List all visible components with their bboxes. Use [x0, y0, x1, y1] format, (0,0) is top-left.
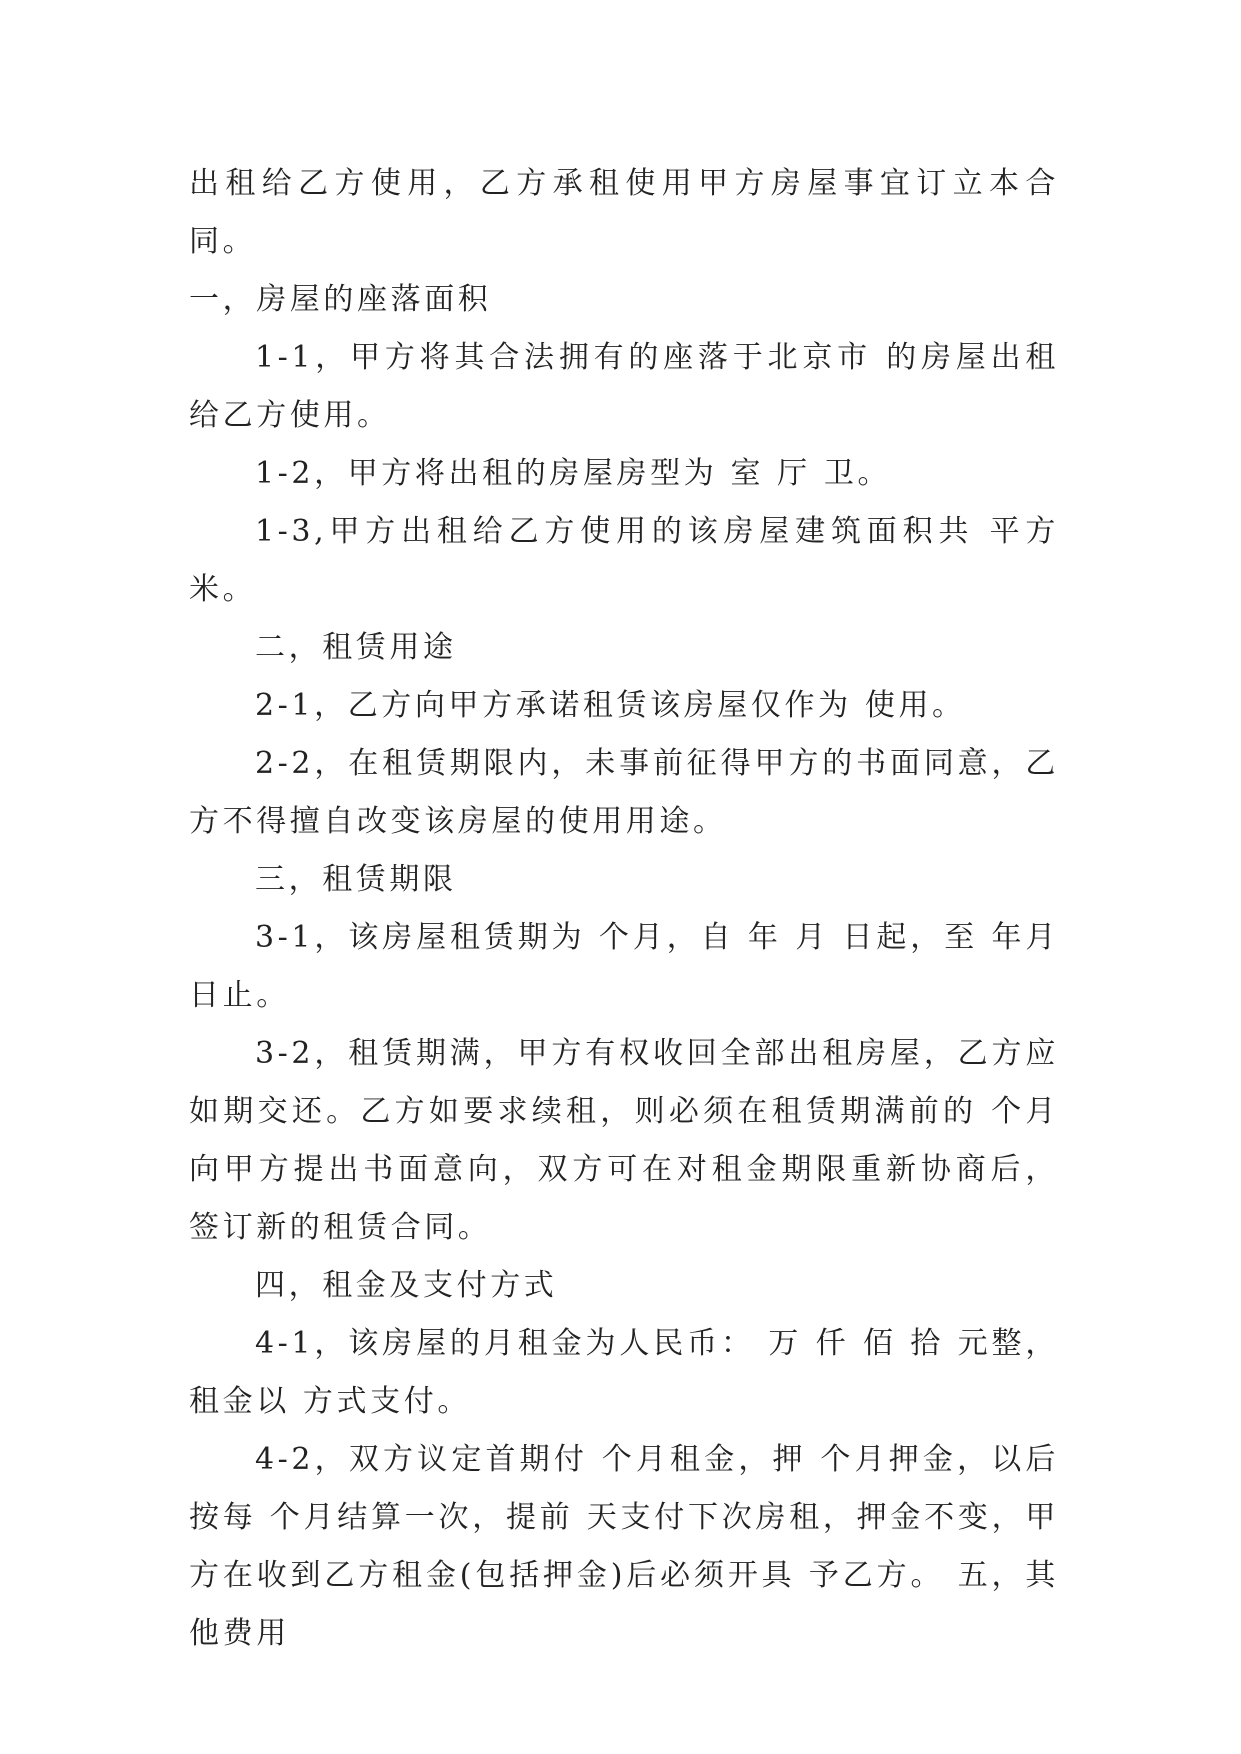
contract-body: [189, 155, 1059, 1663]
section-title-3: 三，租赁期限: [255, 862, 457, 897]
section-title-2: 二，租赁用途: [255, 630, 457, 665]
clause-3-2: 3-2，租赁期满，甲方有权收回全部出租房屋，乙方应如期交还。乙方如要求续租，则必须在租赁期满前的 个月向甲方提出书面意向，双方可在对租金期限重新协商后，签订新的租赁合同。: [189, 1036, 1059, 1245]
clause-2-1: 2-1，乙方向甲方承诺租赁该房屋仅作为 使用。: [255, 688, 966, 723]
clause-1-1: 1-1，甲方将其合法拥有的座落于北京市 的房屋出租给乙方使用。: [189, 340, 1059, 433]
clause-1-2: 1-2，甲方将出租的房屋房型为 室 厅 卫。: [255, 456, 892, 491]
section-title-1: 一，房屋的座落面积: [189, 282, 492, 317]
clause-1-3: 1-3,甲方出租给乙方使用的该房屋建筑面积共 平方米。: [189, 514, 1059, 607]
paragraph-0: 出租给乙方使用，乙方承租使用甲方房屋事宜订立本合同。: [189, 166, 1059, 259]
clause-2-2: 2-2，在租赁期限内，未事前征得甲方的书面同意，乙方不得擅自改变该房屋的使用用途。: [189, 746, 1059, 839]
clause-3-1: 3-1，该房屋租赁期为 个月，自 年 月 日起，至 年月 日止。: [189, 920, 1059, 1013]
clause-4-2: 4-2，双方议定首期付 个月租金，押 个月押金，以后按每 个月结算一次，提前 天支付下次房租，押金不变，甲方在收到乙方租金(包括押金)后必须开具 予乙方。 五，其他费用: [189, 1442, 1059, 1651]
clause-4-1: 4-1，该房屋的月租金为人民币： 万 仟 佰 拾 元整，租金以 方式支付。: [189, 1326, 1059, 1419]
section-title-4: 四，租金及支付方式: [255, 1268, 558, 1303]
